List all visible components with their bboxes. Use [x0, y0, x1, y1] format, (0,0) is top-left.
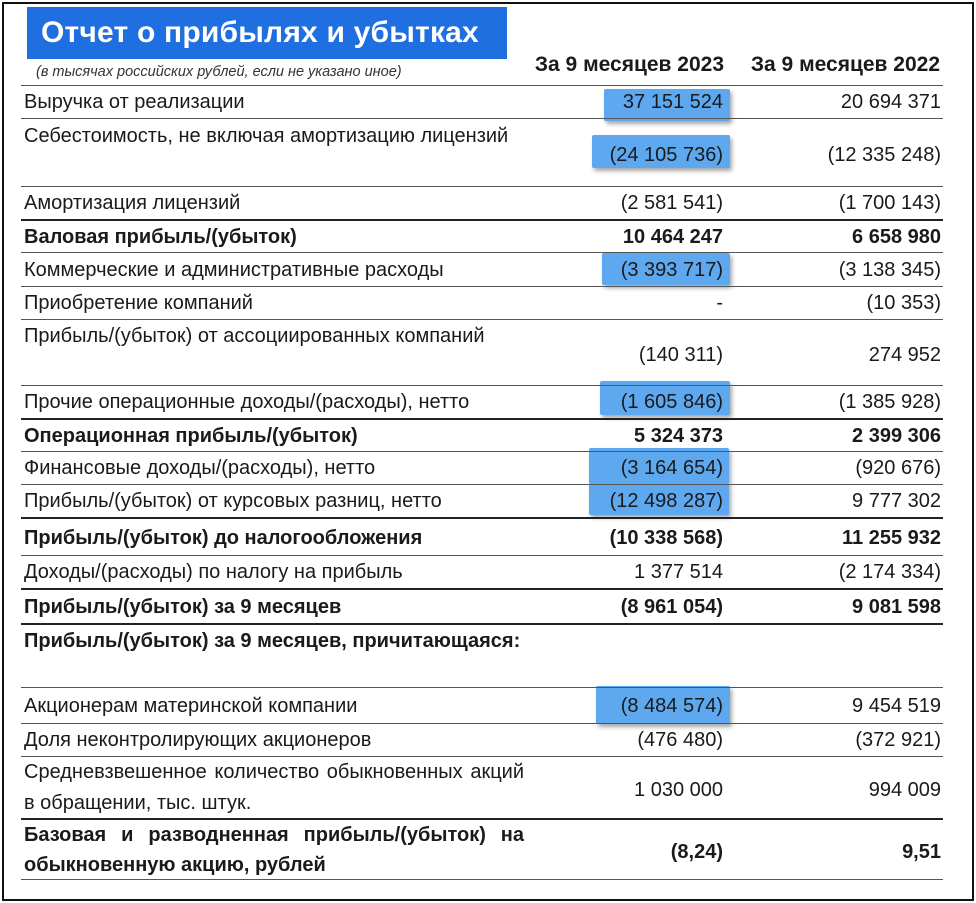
value-2023: 10 464 247	[622, 226, 723, 248]
table-bottom-rule	[21, 879, 943, 880]
value-2022: 994 009	[868, 779, 941, 801]
table-row	[21, 517, 943, 557]
row-label: Прибыль/(убыток) за 9 месяцев, причитающаяся:	[24, 630, 521, 652]
table-row	[21, 85, 943, 119]
table-row	[21, 555, 943, 589]
report-title-bar	[27, 7, 507, 59]
row-label: Коммерческие и административные расходы	[24, 259, 444, 281]
row-label: Финансовые доходы/(расходы), нетто	[24, 457, 376, 479]
table-row	[21, 252, 943, 287]
table-row	[21, 186, 943, 220]
value-2022: 6 658 980	[852, 226, 941, 248]
row-label: Базовая и разводненная прибыль/(убыток) на обыкновенную акцию, рублей	[24, 824, 524, 876]
units-note: (в тысячах российских рублей, если не указано иное)	[36, 64, 402, 80]
value-2023: (12 498 287)	[609, 490, 723, 512]
value-2023: (1 605 846)	[620, 391, 723, 413]
row-label: Прибыль/(убыток) от курсовых разниц, нетто	[24, 490, 442, 512]
table-row	[21, 219, 943, 254]
table-row	[21, 756, 943, 819]
row-label: Прибыль/(убыток) до налогообложения	[24, 527, 423, 549]
row-label: Прочие операционные доходы/(расходы), нетто	[24, 391, 470, 413]
row-label: Доля неконтролирующих акционеров	[24, 729, 372, 751]
table-row	[21, 623, 943, 689]
value-2022: 20 694 371	[840, 91, 941, 113]
table-row	[21, 723, 943, 757]
value-2023: (8,24)	[670, 841, 723, 863]
table-row	[21, 818, 943, 881]
value-2022: (10 353)	[866, 292, 941, 314]
value-2023: 1 377 514	[634, 561, 723, 583]
value-2022: (1 385 928)	[838, 391, 941, 413]
value-2023: (24 105 736)	[609, 144, 723, 166]
value-2023: (8 961 054)	[620, 596, 723, 618]
value-2023: 1 030 000	[634, 779, 723, 801]
value-2023: (140 311)	[638, 344, 723, 366]
value-2022: (12 335 248)	[827, 144, 941, 166]
value-2022: 9 454 519	[852, 695, 941, 717]
table-row	[21, 418, 943, 453]
table-row	[21, 484, 943, 518]
value-2023: (8 484 574)	[620, 695, 723, 717]
row-label: Себестоимость, не включая амортизацию лицензий	[24, 125, 509, 147]
row-label: Выручка от реализации	[24, 91, 245, 113]
table-row	[21, 118, 943, 187]
value-2023: 37 151 524	[622, 91, 723, 113]
table-row	[21, 319, 943, 386]
table-row	[21, 385, 943, 419]
row-label: Акционерам материнской компании	[24, 695, 358, 717]
column-header-2022: За 9 месяцев 2022	[750, 53, 940, 76]
row-label: Доходы/(расходы) по налогу на прибыль	[24, 561, 403, 583]
value-2022: 9 081 598	[852, 596, 941, 618]
value-2022: 9,51	[902, 841, 941, 863]
table-row	[21, 451, 943, 485]
table-row	[21, 286, 943, 320]
value-2023: (3 164 654)	[620, 457, 723, 479]
row-label: Средневзвешенное количество обыкновенных акций в обращении, тыс. штук.	[24, 761, 524, 814]
value-2023: 5 324 373	[634, 425, 723, 447]
value-2022: 11 255 932	[842, 527, 941, 549]
row-label: Прибыль/(убыток) за 9 месяцев	[24, 596, 342, 618]
value-2023: (3 393 717)	[620, 259, 723, 281]
table-row	[21, 588, 943, 625]
row-label: Валовая прибыль/(убыток)	[24, 226, 297, 248]
value-2022: (372 921)	[855, 729, 941, 751]
report-title: Отчет о прибылях и убытках	[41, 16, 479, 49]
value-2022: (2 174 334)	[838, 561, 941, 583]
row-label: Амортизация лицензий	[24, 192, 241, 214]
row-label: Приобретение компаний	[24, 292, 253, 314]
column-header-2023: За 9 месяцев 2023	[534, 53, 724, 76]
value-2023: (2 581 541)	[620, 192, 723, 214]
value-2023: -	[716, 292, 723, 314]
value-2023: (476 480)	[637, 729, 723, 751]
row-label: Операционная прибыль/(убыток)	[24, 425, 358, 447]
value-2022: 2 399 306	[852, 425, 941, 447]
value-2022: (1 700 143)	[838, 192, 941, 214]
value-2023: (10 338 568)	[609, 527, 723, 549]
value-2022: (920 676)	[855, 457, 941, 479]
value-2022: 274 952	[868, 344, 941, 366]
row-label: Прибыль/(убыток) от ассоциированных компаний	[24, 325, 485, 347]
value-2022: (3 138 345)	[838, 259, 941, 281]
value-2022: 9 777 302	[852, 490, 941, 512]
table-row	[21, 687, 943, 724]
